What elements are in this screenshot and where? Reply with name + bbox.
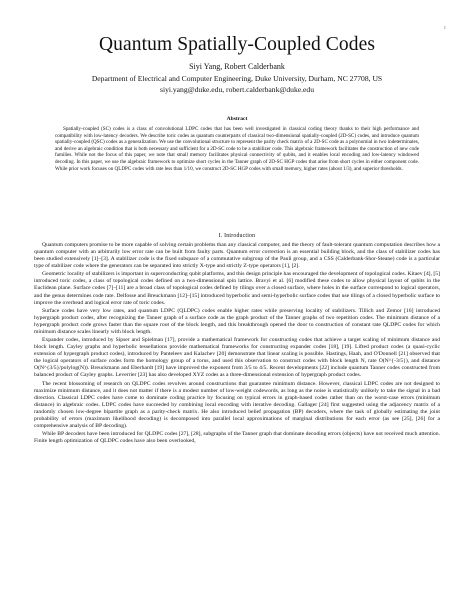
- abstract-heading: Abstract: [226, 116, 248, 122]
- author-emails: siyi.yang@duke.edu, robert.calderbank@duke.edu: [160, 85, 314, 94]
- affiliation: Department of Electrical and Computer Engineering, Duke University, Durham, NC 27708, US: [91, 74, 383, 83]
- abstract-text: Spatially-coupled (SC) codes is a class of convolutional LDPC codes that has been well investigated in classical coding theory thanks to their high performance and compatibility with low-latency decoders. We describe toric codes as quantum counterparts of classical two-dimensional spatially-coupled (2D-SC) codes, and introduce quantum spatially-coupled (QSC) codes as a generalization. We use the convolutional structure to represent the parity check matrix of a 2D-SC code as a polynomial in two indeterminates, and derive an algebraic condition that is both necessary and sufficient for a 2D-SC code to be a stabilizer code. This algebraic framework facilitates the construction of new code families. While not the focus of this paper, we note that small memory facilitates physical connectivity of qubits, and it enables local encoding and low-latency windowed decoding. In this paper, we use the algebraic framework to optimize short cycles in the Tanner graph of 2D-SC HGP codes that arise from short cycles in either component code. While prior work focuses on QLDPC codes with rate less than 1/10, we construct 2D-SC HGP codes with small memory, higher rates (about 1/3), and superior thresholds.: [55, 126, 419, 172]
- paragraph: Quantum computers promise to be more capable of solving certain problems than any classical computer, and the theory of fault-tolerant quantum computation describes how a quantum computer with an arbitrarily low error rate can be built from faulty parts. Quantum error correction is an essential building block, and the class of stabilizer codes has been studied extensively [1]–[3]. A stabilizer code is the fixed subspace of a commutative subgroup of the Pauli group, and a CSS (Calderbank-Shor-Steane) code is a particular type of stabilizer code where the generators can be separated into strictly X-type and strictly Z-type operators [1], [2].: [34, 242, 440, 270]
- paragraph: Geometric locality of stabilizers is important in superconducting qubit platforms, and this design principle has encouraged the development of topological codes. Kitaev [4], [5] introduced toric codes, a class of topological codes defined on a two-dimensional spin lattice. Bravyi et al. [6] modified these codes to allow physical layout of qubits in the Euclidean plane. Surface codes [7]–[11] are a broad class of topological codes defined by tilings over a closed surface, where holes in the surface correspond to logical operators, and the genus determines code rate. Delfosse and Breuckmann [12]–[15] introduced hyperbolic and semi-hyperbolic surface codes that use tilings of a closed hyperbolic surface to improve the overhead and logical error rate of toric codes.: [34, 271, 440, 306]
- paper-title: Quantum Spatially-Coupled Codes: [98, 34, 376, 55]
- page-number: 1: [443, 25, 446, 30]
- authors: Siyi Yang, Robert Calderbank: [189, 62, 285, 71]
- paragraph: While BP decoders have been introduced for QLDPC codes [27], [28], subgraphs of the Tanner graph that dominate decoding errors (objects) have not received much attention. Finite length optimization of QLDPC codes have also been overlooked,: [34, 431, 440, 445]
- paragraph: The recent blossoming of research on QLDPC codes revolves around constructions that guarantee minimum distance. However, classical LDPC codes are not designed to maximize minimum distance, and it does not matter if there is a modest number of low-weight codewords, as long as the noise is statistically unlikely to take the signal in a bad direction. Classical LDPC codes have come to dominate coding practice by focusing on typical errors in graph-based codes rather than on the worst-case errors (minimum distance) in algebraic codes. LDPC codes have succeeded by combining local encoding with iterative decoding. Gallager [24] first suggested using the adjacency matrix of a randomly chosen low-degree bipartite graph as a parity-check matrix. He also introduced belief propagation (BP) decoders, where the task of globally estimating the joint probability of errors (maximum likelihood decoding) is decomposed into parallel local approximations of marginal distributions for each error (as see [25], [26] for a comprehensive analysis of BP decoding).: [34, 380, 440, 429]
- paragraph: Expander codes, introduced by Sipser and Spielman [17], provide a mathematical framework for constructing codes that achieve a target scaling of minimum distance and block length. Cayley graphs and hyperbolic tessellations provide mathematical frameworks for constructing expander codes [18], [19]. Lifted product codes (a quasi-cyclic extension of hypergraph product codes), introduced by Panteleev and Kalachev [20] demonstrate that linear scaling is possible. Hastings, Haah, and O'Donnell [21] observed that the logical operators of surface codes form the homology group of a torus, and used this observation to construct codes with block length N, rate O(N^{-3/5}), and distance O(N^{3/5}/polylog(N)). Breuckmann and Eberhardt [19] have improved the exponent from 3/5 to 4/5. Recent developments [22] include quantum Tanner codes constructed from balanced product of Cayley graphs. Leverrier [23] has also developed XYZ codes as a three-dimensional extension of hypergraph product codes.: [34, 337, 440, 379]
- section-heading-introduction: I. Introduction: [218, 233, 256, 239]
- paragraph: Surface codes have very low rates, and quantum LDPC (QLDPC) codes enable higher rates while preserving locality of stabilizers. Tillich and Zemor [16] introduced hypergraph product codes, after recognizing the Tanner graph of a surface code as the graph product of the Tanner graphs of two repetition codes. The minimum distance of a hypergraph product code grows faster than the square root of the block length, and this breakthrough opened the door to construction of constant rate QLDPC codes for which minimum distance scales linearly with block length.: [34, 307, 440, 335]
- introduction-body: [34, 242, 440, 446]
